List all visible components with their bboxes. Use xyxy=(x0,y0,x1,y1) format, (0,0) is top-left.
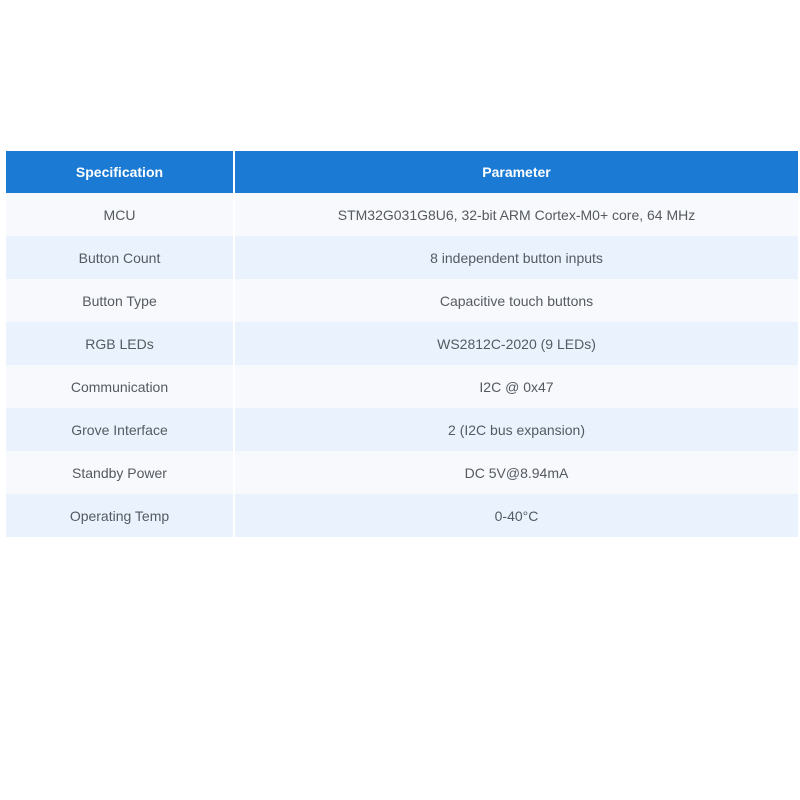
spec-cell: Operating Temp xyxy=(6,494,234,537)
table-row xyxy=(6,451,798,494)
param-cell: I2C @ 0x47 xyxy=(234,365,798,408)
param-cell: 0-40°C xyxy=(234,494,798,537)
param-cell: DC 5V@8.94mA xyxy=(234,451,798,494)
param-cell: STM32G031G8U6, 32-bit ARM Cortex-M0+ core, 64 MHz xyxy=(234,193,798,236)
spec-cell: RGB LEDs xyxy=(6,322,234,365)
table-row xyxy=(6,193,798,236)
table-row xyxy=(6,494,798,537)
header-parameter: Parameter xyxy=(234,151,798,193)
table-header-row xyxy=(6,151,798,193)
param-cell: 8 independent button inputs xyxy=(234,236,798,279)
table-row xyxy=(6,408,798,451)
param-cell: WS2812C-2020 (9 LEDs) xyxy=(234,322,798,365)
header-specification: Specification xyxy=(6,151,234,193)
table-row xyxy=(6,236,798,279)
spec-cell: Button Type xyxy=(6,279,234,322)
table-row xyxy=(6,322,798,365)
table-row xyxy=(6,279,798,322)
param-cell: Capacitive touch buttons xyxy=(234,279,798,322)
spec-cell: Button Count xyxy=(6,236,234,279)
spec-cell: MCU xyxy=(6,193,234,236)
spec-cell: Communication xyxy=(6,365,234,408)
table-row xyxy=(6,365,798,408)
spec-cell: Standby Power xyxy=(6,451,234,494)
param-cell: 2 (I2C bus expansion) xyxy=(234,408,798,451)
spec-table xyxy=(6,151,798,537)
spec-cell: Grove Interface xyxy=(6,408,234,451)
